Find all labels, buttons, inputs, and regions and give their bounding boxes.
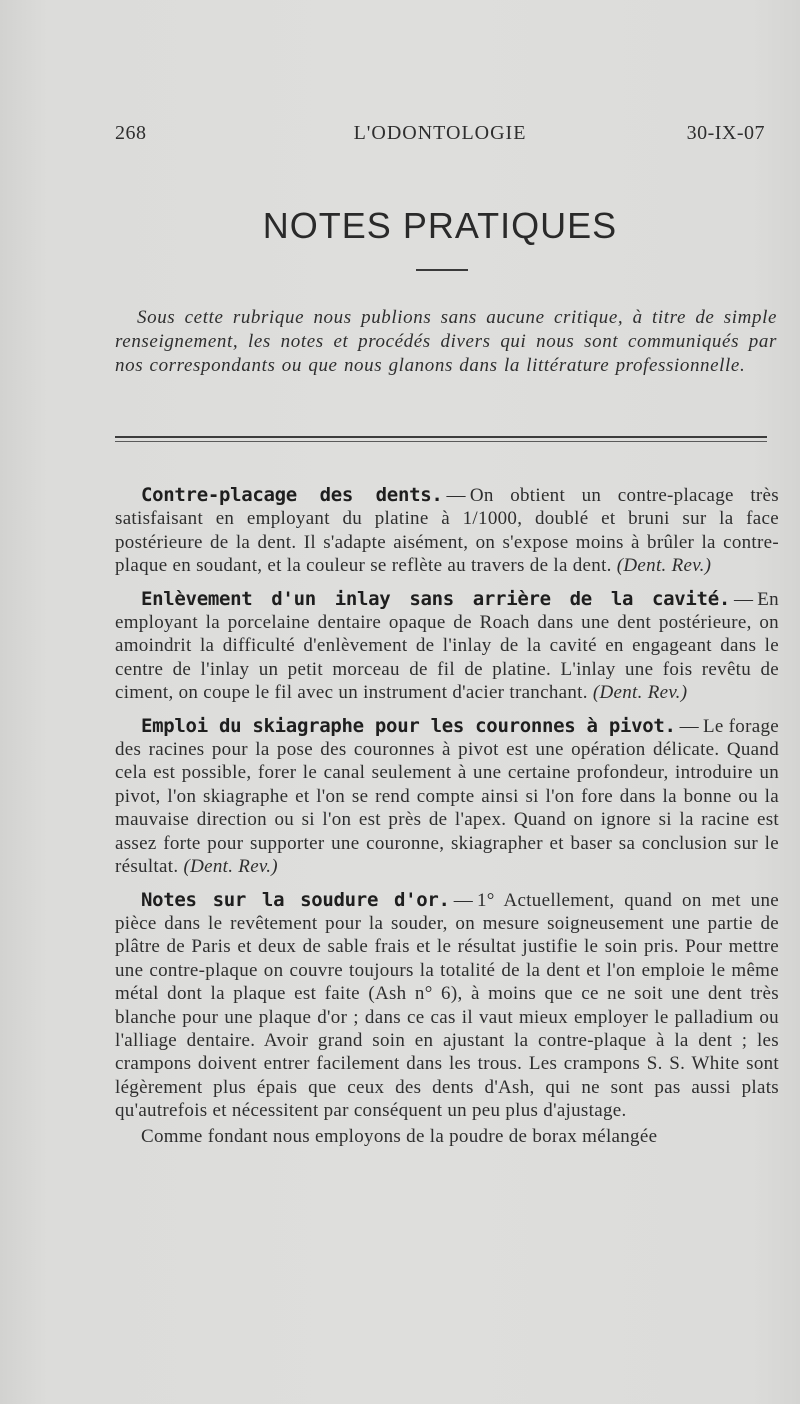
section-divider bbox=[115, 436, 767, 442]
article-body bbox=[115, 484, 779, 1148]
note-dash: — bbox=[679, 715, 699, 737]
note-source: (Dent. Rev.) bbox=[183, 856, 278, 878]
note-item bbox=[115, 889, 779, 1123]
note-source: (Dent. Rev.) bbox=[616, 555, 712, 577]
note-text: En employant la porcelaine dentaire opaque de Roach dans une dent postérieure, on amoindrit la difficulté d'enlèvement de l'inlay de la cavité en engageant dans le centre de l'inlay un petit morceau de fil de platine. L'inlay une fois revêtu de ciment, on coupe le fil avec un instrument d'acier tranchant. bbox=[115, 588, 779, 704]
note-dash: — bbox=[453, 889, 473, 911]
journal-title: L'ODONTOLOGIE bbox=[353, 122, 527, 144]
note-text: On obtient un contre-placage très satisfaisant en employant du platine à 1/1000, doublé et bruni sur la face postérieure de la dent. Il s'adapte aisément, on s'expose moins à brûler la contre-plaque en soudant, et la couleur se reflète au travers de la dent. bbox=[115, 485, 779, 577]
issue-date: 30-IX-07 bbox=[686, 122, 765, 144]
note-title: Emploi du skiagraphe pour les couronnes à pivot. bbox=[141, 714, 676, 737]
note-title: Contre-placage des dents. bbox=[141, 484, 443, 506]
note-item bbox=[115, 715, 779, 879]
section-title: NOTES PRATIQUES bbox=[262, 205, 618, 246]
running-header bbox=[115, 122, 765, 148]
intro-paragraph: Sous cette rubrique nous publions sans aucune critique, à titre de simple renseignement, les notes et procédés divers qui nous sont communiqués par nos correspondants ou que nous glanons dans la littérature professionnelle. bbox=[115, 307, 777, 376]
note-text: Le forage des racines pour la pose des couronnes à pivot est une opération délicate. Quand cela est possible, forer le canal seulement à une certaine profondeur, introduire un pivot, l'on skiagraphe et l'on se rend compte ainsi si l'on fore dans la bonne ou la mauvaise direction ou si l'on est près de l'apex. Quand on ignore si la racine est assez forte pour supporter une couronne, skiagrapher et baser sa conclusion sur le résultat. bbox=[115, 715, 779, 878]
note-dash: — bbox=[733, 588, 754, 610]
note-text: 1° Actuellement, quand on met une pièce dans le revêtement pour la souder, on mesure soigneusement une partie de plâtre de Paris et deux de sable frais et le résultat justifie le soin pris. Pour mettre une contre-plaque on couvre toujours la totalité de la dent et l'on emploie le même métal dont la plaque est faite (Ash n° 6), à moins que ce ne soit une dent très blanche pour une plaque d'or ; dans ce cas il vaut mieux employer le palladium ou l'alliage dentaire. Avoir grand soin en ajustant la contre-plaque à la dent ; les crampons doivent entrer facilement dans les trous. Les crampons S. S. White sont légèrement plus épais que ceux des dents d'Ash, qui ne sont pas aussi plats qu'autrefois et nécessitent par conséquent un peu plus d'ajustage. bbox=[115, 889, 779, 1122]
title-rule bbox=[416, 269, 468, 271]
note-dash: — bbox=[446, 485, 466, 506]
continuation-paragraph: Comme fondant nous employons de la poudre de borax mélangée bbox=[141, 1125, 658, 1147]
note-title: Notes sur la soudure d'or. bbox=[141, 888, 450, 911]
note-item bbox=[115, 484, 779, 578]
note-title: Enlèvement d'un inlay sans arrière de la cavité. bbox=[141, 587, 730, 610]
page-number: 268 bbox=[115, 122, 147, 144]
note-source: (Dent. Rev.) bbox=[592, 682, 688, 704]
note-item bbox=[115, 588, 779, 705]
